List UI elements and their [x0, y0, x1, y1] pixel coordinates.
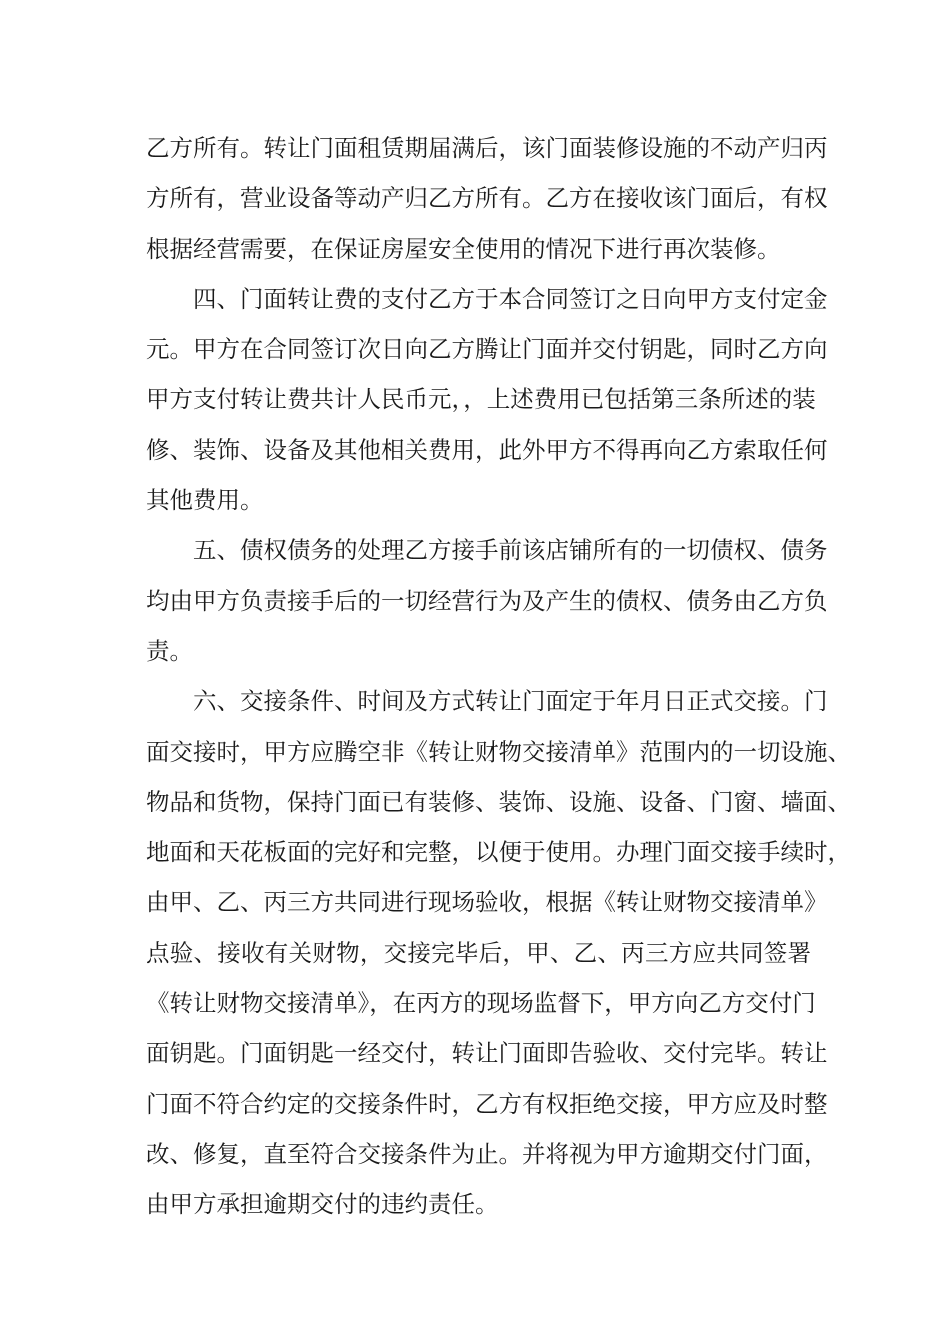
text-line: 改、修复，直至符合交接条件为止。并将视为甲方逾期交付门面，	[146, 1139, 828, 1168]
text-line: 修、装饰、设备及其他相关费用，此外甲方不得再向乙方索取任何	[146, 435, 828, 464]
document-body	[146, 123, 851, 1230]
text-line: 《转让财物交接清单》，在丙方的现场监督下，甲方向乙方交付门	[146, 989, 816, 1018]
text-line: 面交接时，甲方应腾空非《转让财物交接清单》范围内的一切设施、	[146, 737, 851, 766]
text-line: 甲方支付转让费共计人民币元，，上述费用已包括第三条所述的装	[146, 385, 816, 414]
text-line: 元。甲方在合同签订次日向乙方腾让门面并交付钥匙，同时乙方向	[146, 335, 828, 364]
text-line: 五、债权债务的处理乙方接手前该店铺所有的一切债权、债务	[193, 536, 828, 565]
text-line: 面钥匙。门面钥匙一经交付，转让门面即告验收、交付完毕。转让	[146, 1039, 828, 1068]
text-line: 门面不符合约定的交接条件时，乙方有权拒绝交接，甲方应及时整	[146, 1089, 828, 1118]
text-line: 由甲方承担逾期交付的违约责任。	[146, 1190, 499, 1219]
text-line: 方所有，营业设备等动产归乙方所有。乙方在接收该门面后，有权	[146, 184, 828, 213]
text-line: 点验、接收有关财物，交接完毕后，甲、乙、丙三方应共同签署	[146, 938, 811, 967]
text-line: 由甲、乙、丙三方共同进行现场验收，根据《转让财物交接清单》	[146, 888, 828, 917]
text-line: 物品和货物，保持门面已有装修、装饰、设施、设备、门窗、墙面、	[146, 787, 851, 816]
text-line: 六、交接条件、时间及方式转让门面定于年月日正式交接。门	[193, 687, 828, 716]
text-line: 责。	[146, 636, 193, 665]
text-line: 其他费用。	[146, 486, 264, 515]
text-line: 乙方所有。转让门面租赁期届满后，该门面装修设施的不动产归丙	[146, 134, 828, 162]
text-line: 根据经营需要，在保证房屋安全使用的情况下进行再次装修。	[146, 234, 781, 263]
text-line: 地面和天花板面的完好和完整，以便于使用。办理门面交接手续时，	[146, 838, 851, 867]
text-line: 均由甲方负责接手后的一切经营行为及产生的债权、债务由乙方负	[146, 586, 828, 615]
text-line: 四、门面转让费的支付乙方于本合同签订之日向甲方支付定金	[193, 284, 828, 313]
